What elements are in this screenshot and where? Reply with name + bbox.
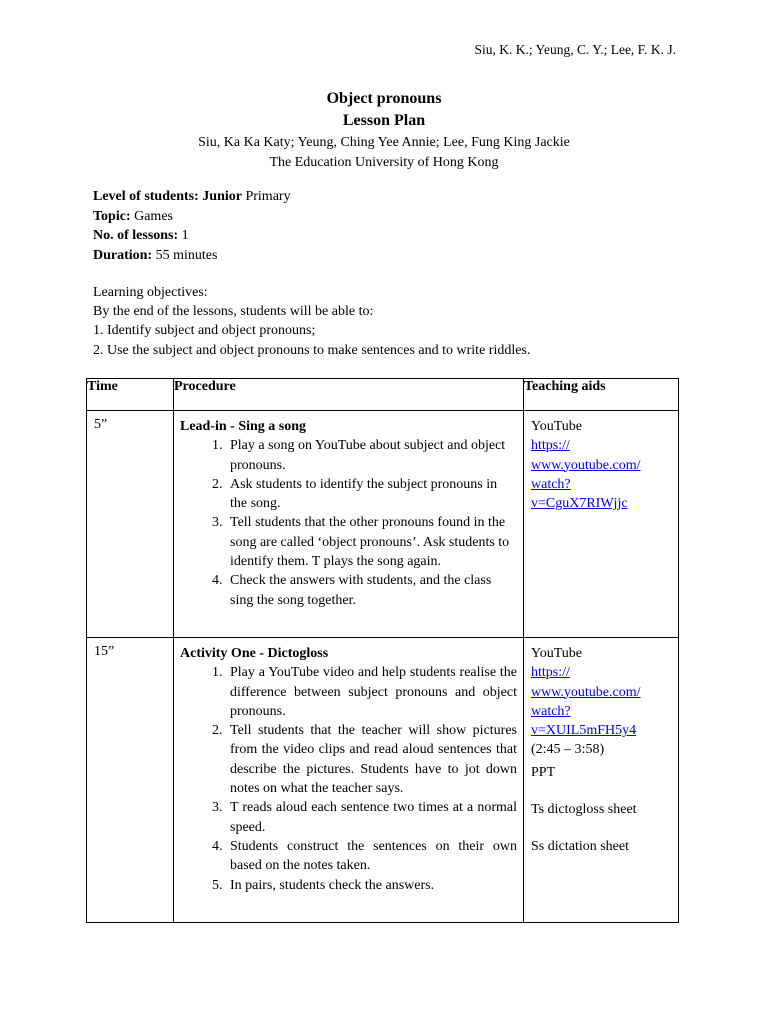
time-cell: 5” bbox=[87, 411, 174, 638]
time-cell: 15” bbox=[87, 638, 174, 923]
procedure-title: Activity One - Dictogloss bbox=[180, 646, 329, 661]
procedure-step: 2. Ask students to identify the subject pronouns in the song. bbox=[226, 475, 517, 514]
document-subtitle: Lesson Plan bbox=[342, 112, 426, 129]
learning-objectives bbox=[93, 283, 530, 360]
lesson-plan-table bbox=[86, 378, 679, 923]
procedure-step: 3. Tell students that the other pronouns found in the song are called ‘object pronouns’. Ask students to identify them. T plays the song again. bbox=[226, 513, 517, 571]
level-label: Level of students: bbox=[93, 189, 199, 204]
duration-value: 55 minutes bbox=[152, 247, 218, 263]
teaching-aids-cell bbox=[524, 638, 679, 923]
link-part: www.youtube.com/ bbox=[531, 457, 641, 473]
authors-full: Siu, Ka Ka Katy; Yeung, Ching Yee Annie; Lee, Fung King Jackie bbox=[198, 135, 570, 150]
level-line bbox=[93, 187, 291, 207]
procedure-cell bbox=[174, 411, 524, 638]
aid-teacher-sheet: Ts dictogloss sheet bbox=[531, 802, 637, 818]
table-row bbox=[87, 411, 679, 638]
teaching-aids-cell bbox=[524, 411, 679, 638]
lesson-meta bbox=[93, 187, 291, 265]
lessons-line bbox=[93, 226, 291, 246]
document-title: Object pronouns bbox=[326, 90, 442, 107]
procedure-step: 5. In pairs, students check the answers. bbox=[226, 876, 517, 895]
aid-ppt: PPT bbox=[531, 764, 556, 780]
lessons-value: 1 bbox=[178, 228, 189, 243]
header-procedure: Procedure bbox=[174, 379, 524, 411]
table-header-row bbox=[87, 379, 679, 411]
link-part: watch? bbox=[531, 703, 571, 719]
procedure-title: Lead-in - Sing a song bbox=[180, 419, 307, 434]
topic-value: Games bbox=[130, 208, 173, 224]
lessons-label: No. of lessons: bbox=[93, 228, 179, 243]
duration-line bbox=[93, 246, 291, 266]
procedure-step: 4. Check the answers with students, and the class sing the song together. bbox=[226, 571, 517, 610]
objective-item: 1. Identify subject and object pronouns; bbox=[93, 323, 316, 339]
institution: The Education University of Hong Kong bbox=[269, 155, 499, 170]
procedure-steps bbox=[180, 436, 517, 610]
aid-label: YouTube bbox=[531, 646, 582, 661]
topic-label: Topic: bbox=[93, 208, 131, 224]
header-teaching-aids: Teaching aids bbox=[524, 379, 679, 411]
running-header: Siu, K. K.; Yeung, C. Y.; Lee, F. K. J. bbox=[474, 42, 676, 57]
procedure-step: 1. Play a YouTube video and help students realise the difference between subject pronouns and object pronouns. bbox=[226, 663, 517, 721]
youtube-link[interactable] bbox=[531, 436, 674, 513]
video-timestamp: (2:45 – 3:58) bbox=[531, 742, 605, 758]
table-row bbox=[87, 638, 679, 923]
procedure-step: 4. Students construct the sentences on their own based on the notes taken. bbox=[226, 837, 517, 876]
youtube-link[interactable] bbox=[531, 663, 674, 740]
level-value-bold: Junior bbox=[202, 189, 242, 204]
aid-student-sheet: Ss dictation sheet bbox=[531, 839, 629, 855]
objective-item: 2. Use the subject and object pronouns to make sentences and to write riddles. bbox=[93, 342, 531, 358]
link-part: www.youtube.com/ bbox=[531, 684, 641, 700]
duration-label: Duration: bbox=[93, 247, 153, 263]
procedure-step: 3. T reads aloud each sentence two times at a normal speed. bbox=[226, 798, 517, 837]
procedure-step: 2. Tell students that the teacher will show pictures from the video clips and read aloud sentences that describe the pictures. Students have to jot down notes on what the teacher says. bbox=[226, 721, 517, 798]
objectives-intro: By the end of the lessons, students will be able to: bbox=[93, 304, 374, 320]
aid-label: YouTube bbox=[531, 419, 582, 434]
link-part: https:// bbox=[531, 665, 570, 681]
title-block bbox=[0, 88, 768, 172]
procedure-steps bbox=[180, 663, 517, 895]
link-part: v=XUIL5mFH5y4 bbox=[531, 723, 637, 739]
link-part: https:// bbox=[531, 438, 570, 454]
link-part: watch? bbox=[531, 476, 571, 492]
link-part: v=CguX7RIWjjc bbox=[531, 496, 628, 512]
objectives-heading: Learning objectives: bbox=[93, 285, 208, 300]
procedure-cell bbox=[174, 638, 524, 923]
header-time: Time bbox=[87, 379, 174, 411]
level-value: Primary bbox=[241, 189, 291, 204]
topic-line bbox=[93, 207, 291, 227]
procedure-step: 1. Play a song on YouTube about subject and object pronouns. bbox=[226, 436, 517, 475]
